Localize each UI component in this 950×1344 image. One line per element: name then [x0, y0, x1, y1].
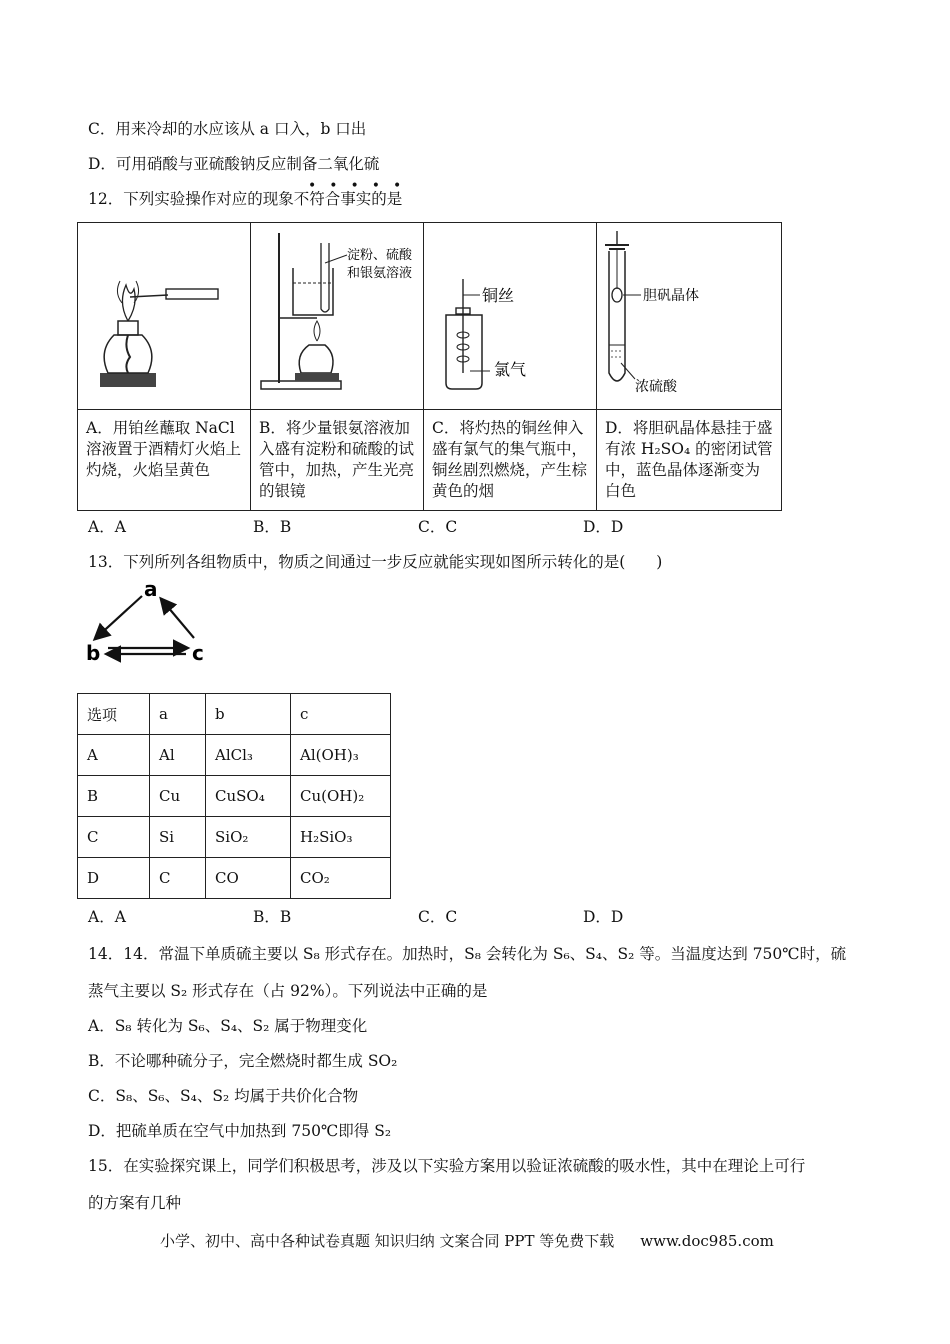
table-header-cell: b: [206, 694, 291, 735]
q13-stem: 13．下列所列各组物质中，物质之间通过一步反应就能实现如图所示转化的是( ): [88, 553, 663, 571]
b-label-line1: 淀粉、硫酸: [347, 248, 413, 263]
q14-option-c: C．S₈、S₆、S₄、S₂ 均属于共价化合物: [88, 1087, 359, 1105]
q11-option-d: D．可用硝酸与亚硫酸钠反应制备二氧化硫: [88, 155, 380, 173]
flame-test-icon: [78, 223, 258, 409]
table-cell: Al(OH)₃: [291, 735, 391, 776]
q14-option-d: D．把硫单质在空气中加热到 750℃即得 S₂: [88, 1122, 392, 1140]
q12-stem: 12．下列实验操作对应的现象不符合事实的是: [88, 190, 403, 208]
table-cell: B: [78, 776, 150, 817]
footer-text: 小学、初中、高中各种试卷真题 知识归纳 文案合同 PPT 等免费下载: [160, 1232, 615, 1250]
q12-option-a: A．A: [88, 518, 126, 536]
table-cell: C: [150, 858, 206, 899]
q12-option-c: C．C: [418, 518, 458, 536]
table-cell: CO: [206, 858, 291, 899]
table-cell: Si: [150, 817, 206, 858]
experiment-c-figure: [424, 223, 597, 410]
gas-jar-copper-icon: [424, 223, 596, 409]
table-cell: C: [78, 817, 150, 858]
conversion-diagram: [82, 580, 222, 670]
table-cell: Cu: [150, 776, 206, 817]
experiment-b-figure: [251, 223, 424, 410]
test-tube-crystal-icon: [597, 223, 781, 409]
experiment-a-figure: [78, 223, 251, 410]
table-cell: Cu(OH)₂: [291, 776, 391, 817]
table-cell: CO₂: [291, 858, 391, 899]
q13-option-c: C．C: [418, 908, 458, 926]
q13-option-b: B．B: [253, 908, 292, 926]
c-label-wire: 铜丝: [482, 286, 515, 305]
table-cell: SiO₂: [206, 817, 291, 858]
q12-option-d: D．D: [583, 518, 624, 536]
experiment-d-figure: [597, 223, 782, 410]
q14-option-a: A．S₈ 转化为 S₆、S₄、S₂ 属于物理变化: [88, 1017, 368, 1035]
experiment-d-caption: D．将胆矾晶体悬挂于盛有浓 H₂SO₄ 的密闭试管中，蓝色晶体逐渐变为白色: [605, 419, 773, 500]
table-row: [78, 817, 391, 858]
q15-stem-line1: 15．在实验探究课上，同学们积极思考，涉及以下实验方案用以验证浓硫酸的吸水性，其中在理论上可行: [88, 1157, 806, 1175]
table-cell: D: [78, 858, 150, 899]
q13-option-a: A．A: [88, 908, 126, 926]
b-label-line2: 和银氨溶液: [347, 266, 413, 281]
d-label-acid: 浓硫酸: [635, 379, 677, 395]
emphasis-dots: •••••: [308, 178, 415, 194]
node-c: c: [192, 641, 204, 665]
table-cell: Al: [150, 735, 206, 776]
q13-option-d: D．D: [583, 908, 624, 926]
q11-option-c: C．用来冷却的水应该从 a 口入，b 口出: [88, 120, 367, 138]
table-header-cell: c: [291, 694, 391, 735]
q12-options: [88, 516, 748, 538]
table-cell: AlCl₃: [206, 735, 291, 776]
footer-url-link[interactable]: www.doc985.com: [640, 1232, 774, 1250]
experiment-a-caption: A．用铂丝蘸取 NaCl 溶液置于酒精灯火焰上灼烧，火焰呈黄色: [86, 419, 242, 479]
node-a: a: [144, 580, 158, 601]
table-row: [78, 735, 391, 776]
table-cell: H₂SiO₃: [291, 817, 391, 858]
experiment-b-caption: B．将少量银氨溶液加入盛有淀粉和硫酸的试管中，加热，产生光亮的银镜: [259, 419, 415, 500]
table-header-cell: a: [150, 694, 206, 735]
q13-options: [88, 906, 748, 928]
table-row: [78, 776, 391, 817]
node-b: b: [86, 641, 101, 665]
experiment-c-caption: C．将灼热的铜丝伸入盛有氯气的集气瓶中，铜丝剧烈燃烧，产生棕黄色的烟: [432, 419, 588, 500]
q12-option-b: B．B: [253, 518, 292, 536]
table-row: [78, 858, 391, 899]
d-label-crystal: 胆矾晶体: [643, 288, 699, 304]
q12-experiment-table: [77, 222, 782, 511]
table-cell: A: [78, 735, 150, 776]
q13-options-table: [77, 693, 391, 899]
q15-stem-line2: 的方案有几种: [88, 1194, 182, 1212]
c-label-gas: 氯气: [494, 360, 527, 379]
table-header-cell: 选项: [78, 694, 150, 735]
q14-option-b: B．不论哪种硫分子，完全燃烧时都生成 SO₂: [88, 1052, 398, 1070]
table-cell: CuSO₄: [206, 776, 291, 817]
water-bath-apparatus-icon: [251, 223, 423, 409]
q14-stem-line1: 14．14．常温下单质硫主要以 S₈ 形式存在。加热时，S₈ 会转化为 S₆、S₄、S₂ 等。当温度达到 750℃时，硫: [88, 945, 847, 963]
q14-stem-line2: 蒸气主要以 S₂ 形式存在（占 92%）。下列说法中正确的是: [88, 982, 488, 1000]
page-footer: [160, 1230, 774, 1251]
